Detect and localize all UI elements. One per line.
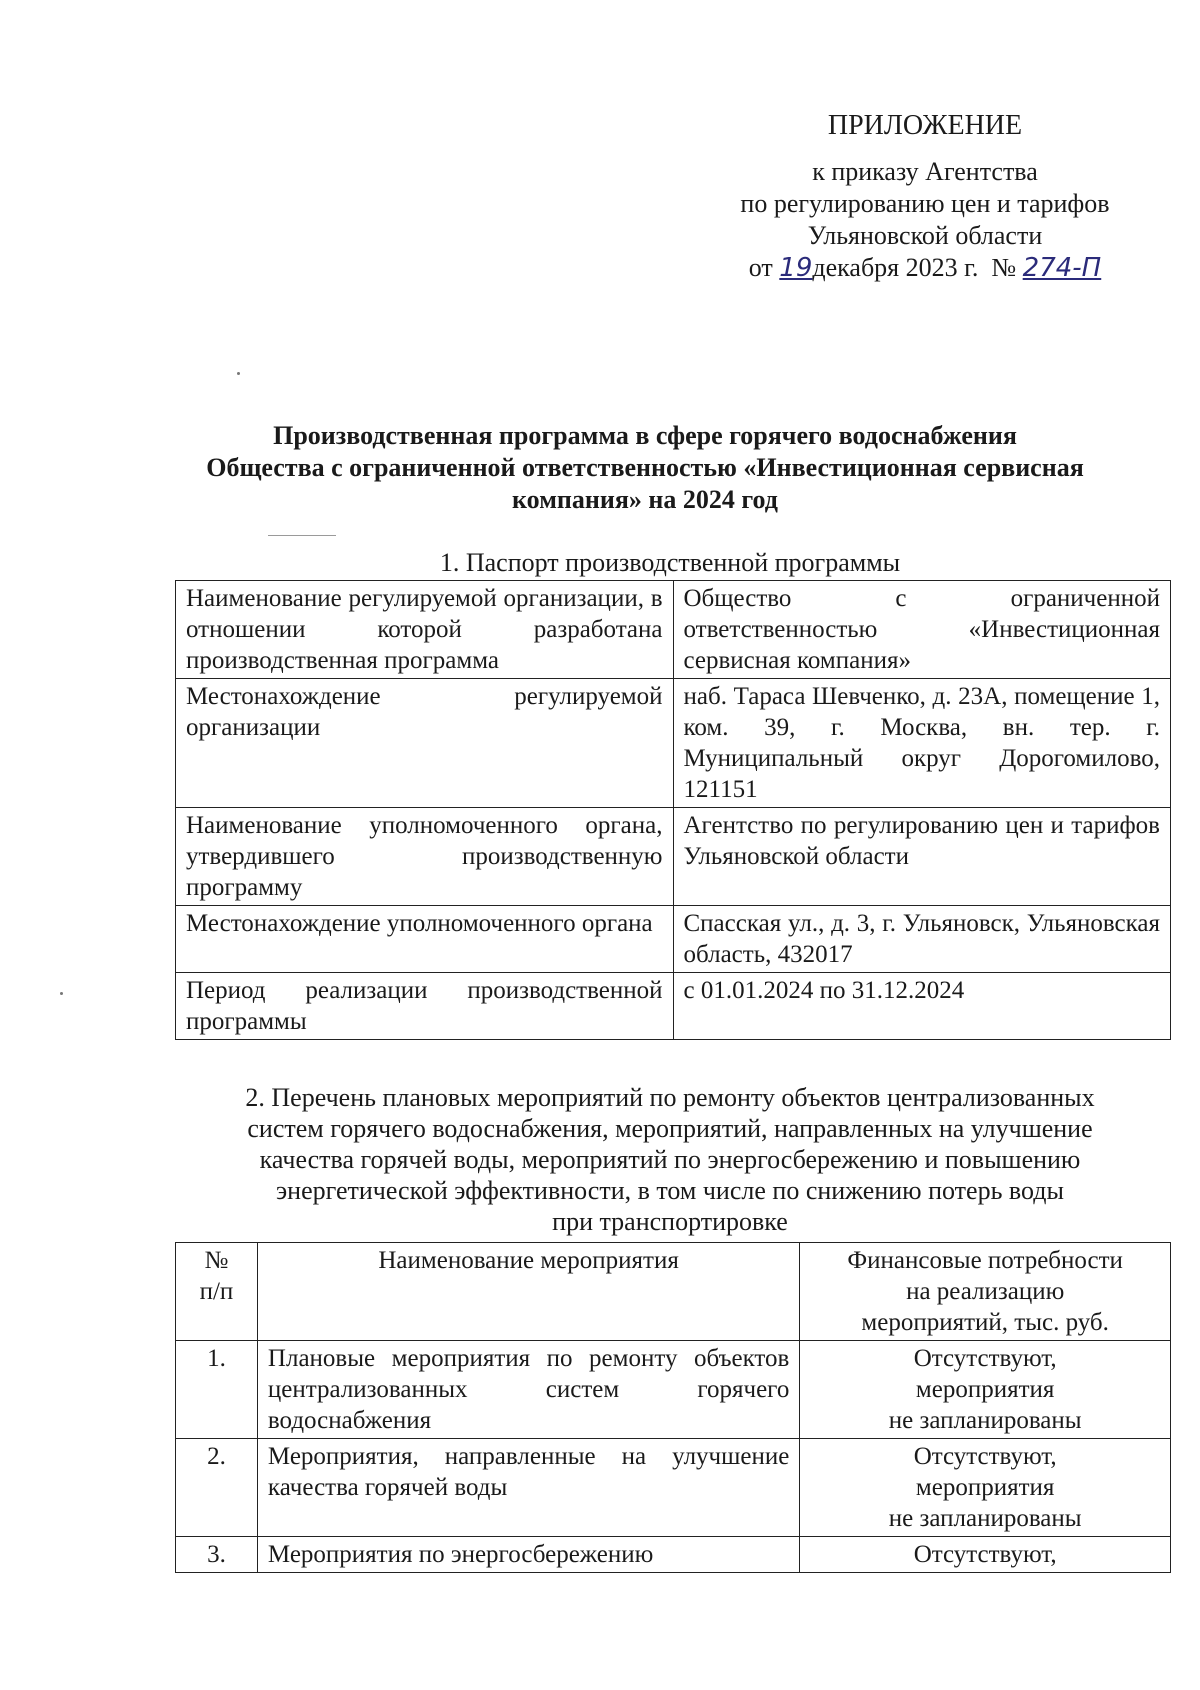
passport-value: наб. Тараса Шевченко, д. 23А, помещение 1, ком. 39, г. Москва, вн. тер. г. Муниципальный округ Дорогомилово, 121151 [673, 679, 1171, 808]
passport-value: Спасская ул., д. 3, г. Ульяновск, Ульяновская область, 432017 [673, 906, 1171, 973]
handwritten-day: 19 [779, 253, 813, 283]
header-number-line-2: п/п [199, 1278, 234, 1305]
passport-value: с 01.01.2024 по 31.12.2024 [673, 973, 1171, 1040]
approval-block [700, 110, 1150, 284]
heading-line-3: компания» на 2024 год [512, 485, 778, 514]
approval-line-3: Ульяновской области [807, 221, 1043, 250]
header-activity-name: Наименование мероприятия [257, 1243, 799, 1341]
passport-label: Местонахождение регулируемой организации [176, 679, 674, 808]
section-1-title: 1. Паспорт производственной программы [439, 548, 901, 577]
section-2-title [175, 1082, 1165, 1237]
passport-label: Период реализации производственной программы [176, 973, 674, 1040]
approval-date-line [700, 252, 1150, 284]
passport-table [175, 580, 1171, 1040]
heading-line-2: Общества с ограниченной ответственностью «Инвестиционная сервисная [206, 453, 1084, 482]
header-number [176, 1243, 258, 1341]
number-prefix: № [991, 253, 1017, 282]
table-row [176, 1439, 1171, 1537]
table-row [176, 906, 1171, 973]
table-row [176, 679, 1171, 808]
passport-label: Наименование уполномоченного органа, утвердившего производственную программу [176, 808, 674, 906]
section-2-title-line-5: при транспортировке [552, 1207, 788, 1236]
section-2-title-line-1: 2. Перечень плановых мероприятий по ремонту объектов централизованных [245, 1083, 1095, 1112]
appendix-title: ПРИЛОЖЕНИЕ [827, 110, 1023, 141]
table-row [176, 1341, 1171, 1439]
fin-line-3: не запланированы [888, 1505, 1082, 1532]
activities-table [175, 1242, 1171, 1573]
date-rest: декабря 2023 г. [812, 253, 979, 282]
fin-line-1: Отсутствуют, [913, 1345, 1057, 1372]
header-fin-line-3: мероприятий, тыс. руб. [861, 1309, 1109, 1336]
activity-name: Плановые мероприятия по ремонту объектов централизованных систем горячего водоснабжения [257, 1341, 799, 1439]
section-2-title-line-2: систем горячего водоснабжения, мероприятий, направленных на улучшение [247, 1114, 1093, 1143]
handwritten-number: 274-П [1022, 253, 1102, 283]
fin-line-1: Отсутствуют, [913, 1443, 1057, 1470]
fin-line-2: мероприятия [915, 1474, 1055, 1501]
passport-value: Общество с ограниченной ответственностью «Инвестиционная сервисная компания» [673, 581, 1171, 679]
row-number: 2. [176, 1439, 258, 1537]
fin-line-3: не запланированы [888, 1407, 1082, 1434]
row-number: 1. [176, 1341, 258, 1439]
table-row [176, 973, 1171, 1040]
fin-line-2: мероприятия [915, 1376, 1055, 1403]
document-heading [170, 420, 1120, 516]
section-2-title-line-4: энергетической эффективности, в том числе по снижению потерь воды [276, 1176, 1064, 1205]
header-financial-needs [800, 1243, 1171, 1341]
date-prefix: от [748, 253, 773, 282]
scan-artifact-line [268, 535, 336, 536]
scan-speck [237, 372, 240, 375]
heading-line-1: Производственная программа в сфере горячего водоснабжения [273, 421, 1017, 450]
passport-label: Местонахождение уполномоченного органа [176, 906, 674, 973]
table-row [176, 808, 1171, 906]
fin-line-1: Отсутствуют, [913, 1541, 1057, 1568]
table-row [176, 1537, 1171, 1573]
approval-line-1: к приказу Агентства [812, 157, 1038, 186]
header-fin-line-1: Финансовые потребности [847, 1247, 1123, 1274]
approval-line-2: по регулированию цен и тарифов [740, 189, 1110, 218]
header-number-line-1: № [204, 1247, 229, 1274]
table-row [176, 581, 1171, 679]
section-2-title-line-3: качества горячей воды, мероприятий по энергосбережению и повышению [259, 1145, 1081, 1174]
activity-name: Мероприятия по энергосбережению [257, 1537, 799, 1573]
table-header-row [176, 1243, 1171, 1341]
scan-speck [60, 992, 63, 995]
header-fin-line-2: на реализацию [906, 1278, 1065, 1305]
financial-needs [800, 1341, 1171, 1439]
financial-needs [800, 1439, 1171, 1537]
passport-label: Наименование регулируемой организации, в отношении которой разработана производственная программа [176, 581, 674, 679]
row-number: 3. [176, 1537, 258, 1573]
passport-value: Агентство по регулированию цен и тарифов Ульяновской области [673, 808, 1171, 906]
activity-name: Мероприятия, направленные на улучшение качества горячей воды [257, 1439, 799, 1537]
financial-needs [800, 1537, 1171, 1573]
